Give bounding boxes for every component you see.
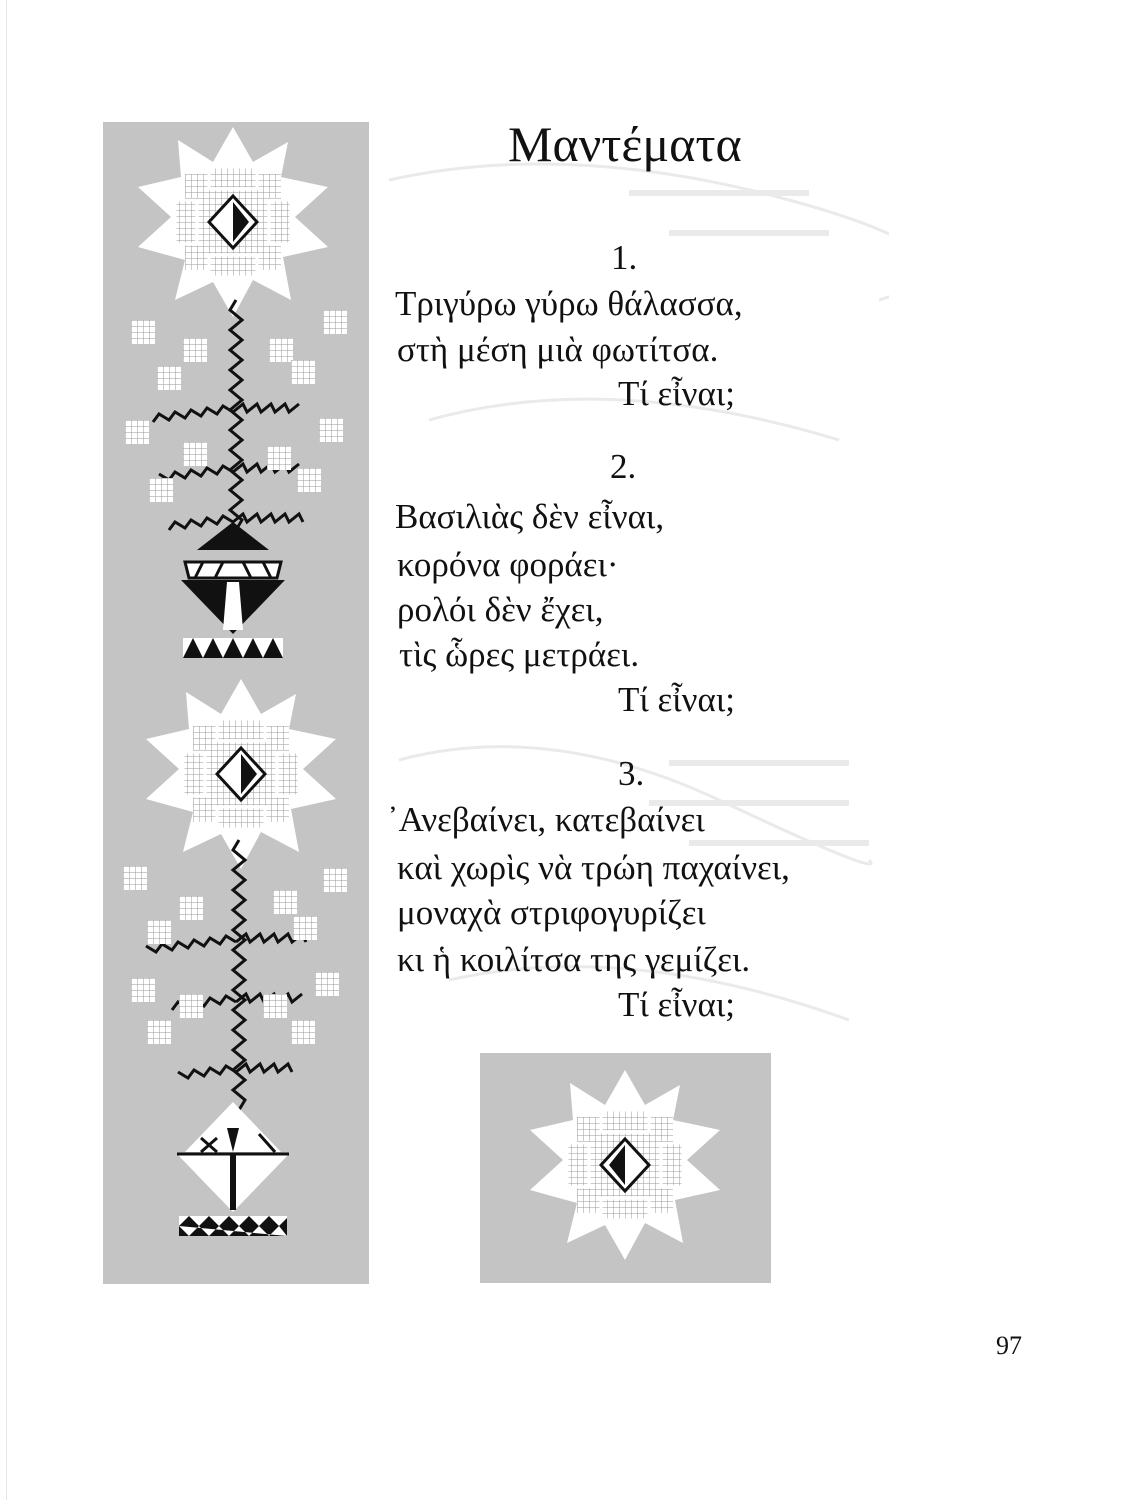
flower-vase-ornament-icon (103, 122, 369, 1284)
riddle-2-number: 2. (610, 447, 637, 486)
riddle-1-question: Τί εἶναι; (618, 374, 735, 413)
riddle-3-line-4: κι ἡ κοιλίτσα της γεμίζει. (397, 940, 751, 979)
ornament-panel-corner (480, 1053, 771, 1283)
ornament-panel-left (103, 122, 369, 1284)
riddle-2-line-4: τὶς ὧρες μετράει. (399, 635, 640, 674)
riddle-1-number: 1. (611, 238, 638, 277)
page-number: 97 (996, 1331, 1022, 1360)
riddle-3-question: Τί εἶναι; (618, 985, 735, 1024)
riddle-2-line-3: ρολόι δὲν ἔχει, (397, 590, 604, 629)
riddle-2-question: Τί εἶναι; (618, 680, 735, 719)
riddle-3-line-1: ᾿Ανεβαίνει, κατεβαίνει (387, 800, 705, 839)
page-edge (6, 0, 7, 1500)
page-title: Μαντέματα (508, 116, 742, 172)
riddle-1-line-2: στὴ μέση μιὰ φωτίτσα. (397, 330, 719, 369)
star-flower-icon (480, 1053, 771, 1283)
riddle-3-number: 3. (618, 754, 645, 793)
riddle-2-line-2: κορόνα φοράει· (397, 545, 619, 584)
riddle-3-line-2: καὶ χωρὶς νὰ τρώη παχαίνει, (397, 848, 790, 887)
riddle-2-line-1: Βασιλιὰς δὲν εἶναι, (395, 497, 665, 536)
riddle-3-line-3: μοναχὰ στριφογυρίζει (397, 893, 706, 932)
riddle-1-line-1: Τριγύρω γύρω θάλασσα, (395, 284, 743, 323)
